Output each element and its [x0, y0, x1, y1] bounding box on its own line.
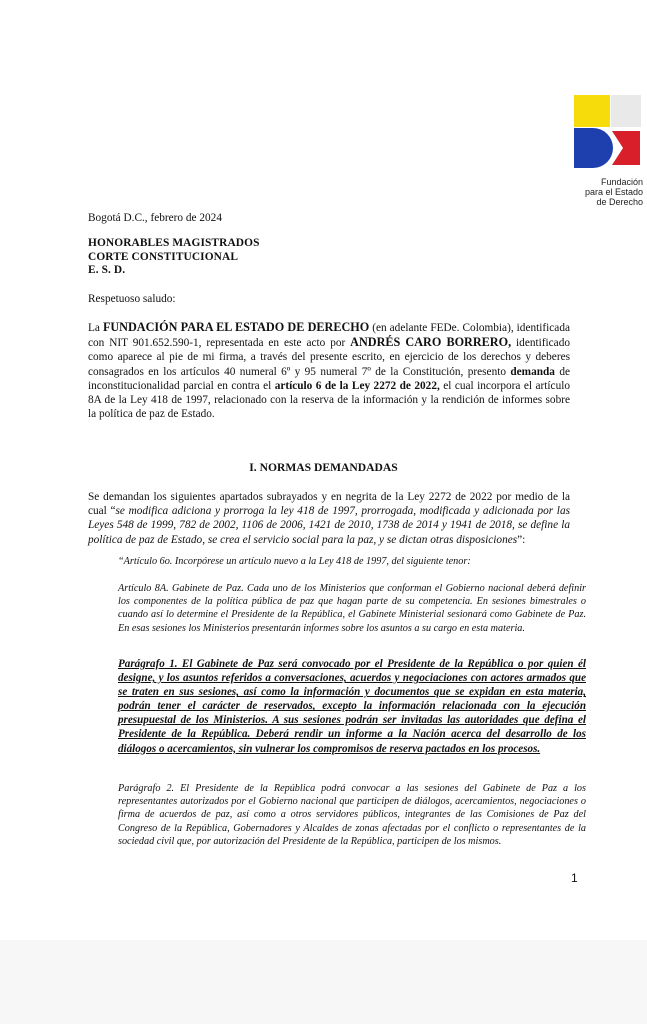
logo-gray-block	[611, 95, 641, 127]
date-line: Bogotá D.C., febrero de 2024	[88, 212, 222, 224]
logo-blue-d	[574, 128, 613, 168]
logo-red-shape	[612, 131, 640, 165]
recipient-line-1: HONORABLES MAGISTRADOS	[88, 237, 260, 249]
intro-text-1: La	[88, 322, 103, 334]
logo-line-1: Fundación	[600, 177, 643, 187]
law-title-italic: se modifica adiciona y prorroga la ley 418 de 1997, prorrogada, modificada y adicionada por las Leyes 548 de 1999, 782 de 2002, 1106 de 2006, 1421 de 2010, 1738 de 2014 y 1941 de 2018, se define la política de paz de Estado, se crea el servicio social para la paz, y se dictan otras disposiciones	[88, 505, 570, 546]
intro-text-5: el cual incorpora el artículo 8A de la Ley 418 de 1997, relacionado con la reserva de la información y la rendición de informes sobre la política de paz de Estado.	[88, 379, 571, 421]
logo-yellow-block	[574, 95, 610, 127]
demanda-word: demanda	[510, 365, 555, 378]
quote-article-8a: Artículo 8A. Gabinete de Paz. Cada uno de los Ministerios que conforman el Gobierno nacional deberá definir los componentes de la política pública de paz que hagan parte de su competencia. En sesiones bimestrales o cuando así lo determine el Presidente de la República, el Gabinete Ministerial sesionará como Gabinete de Paz. En esas sesiones los Ministerios presentarán informes sobre los asuntos a su cargo en esta materia.	[118, 583, 586, 634]
intro-text-2: (en adelante FEDe. Colombia), identificada con NIT 901.652.590-1, representada en este acto por	[88, 322, 570, 350]
representative-name: ANDRÉS CARO BORRERO,	[350, 335, 512, 350]
quote-paragraph-1-demanded: Parágrafo 1. El Gabinete de Paz será convocado por el Presidente de la República o por quien él designe, y los asuntos referidos a conversaciones, acuerdos y negociaciones con actores armados que se traten en sus sesiones, así como la información y documentos que se expidan en esta materia, podrán tener el carácter de reservados, excepto la información relacionada con la ejecución presupuestal de los Ministerios. A sus sesiones podrán ser invitadas las autoridades que defina el Presidente de la República. Deberá rendir un informe a la Nación acerca del desarrollo de los diálogos o acercamientos, sin vulnerar los compromisos de reserva pactados en los procesos.	[118, 658, 586, 755]
intro-text-3: identificado como aparece al pie de mi firma, a través del presente escrito, en ejercicio de los derechos y deberes consagrados en los artículos 40 numeral 6º y 95 numeral 7º de la Constitución, presento	[88, 337, 570, 378]
recipient-line-3: E. S. D.	[88, 264, 126, 277]
logo-line-2: para el Estado	[584, 187, 643, 197]
quote-paragraph-2: Parágrafo 2. El Presidente de la República podrá convocar a las sesiones del Gabinete de Paz a los representantes autorizados por el Gobierno nacional que participen de diálogos, acercamientos, negociaciones o firma de acuerdos de paz, así como a otros servidores públicos, integrantes de las Comisiones de Paz del Congreso de la República, Gobernadores y Alcaldes de zonas afectadas por el conflicto o representantes de la sociedad civil que, por autorización del Presidente de la República, participen de los mismos.	[118, 783, 586, 847]
organization-name: FUNDACIÓN PARA EL ESTADO DE DERECHO	[102, 320, 370, 334]
quote-article-6: “Artículo 6o. Incorpórese un artículo nuevo a la Ley 418 de 1997, del siguiente tenor:	[118, 556, 471, 567]
article-reference: artículo 6 de la Ley 2272 de 2022,	[274, 379, 440, 392]
intro-text-4: de inconstitucionalidad parcial en contra el	[88, 365, 570, 392]
foundation-name	[571, 177, 643, 207]
para2-text-2: ”:	[517, 533, 526, 546]
para2-text-1: Se demandan los siguientes apartados subrayados y en negrita de la Ley 2272 de 2022 por medio de la cual “	[88, 491, 570, 518]
foundation-logo-mark	[571, 93, 643, 173]
greeting: Respetuoso saludo:	[88, 293, 176, 305]
logo-line-3: de Derecho	[596, 197, 643, 207]
intro-paragraph	[88, 320, 570, 421]
page-bottom-margin	[0, 940, 647, 1024]
demanded-sections-paragraph	[88, 490, 570, 547]
recipient-block	[88, 237, 570, 278]
page-number: 1	[571, 871, 578, 885]
section-heading: I. NORMAS DEMANDADAS	[249, 461, 398, 474]
recipient-line-2: CORTE CONSTITUCIONAL	[88, 250, 239, 263]
foundation-logo	[571, 93, 643, 205]
